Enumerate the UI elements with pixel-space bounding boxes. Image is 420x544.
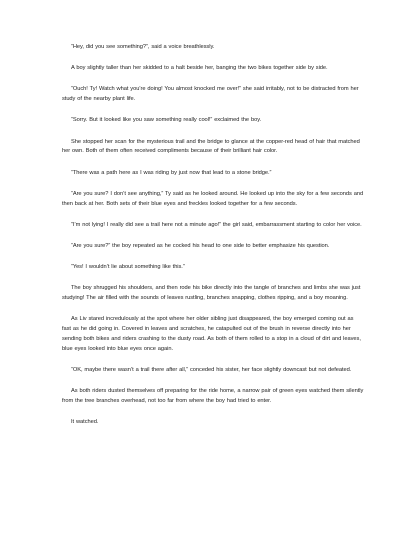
document-page <box>62 43 364 428</box>
paragraph: “Sorry. But it looked like you saw something really cool!” exclaimed the boy. <box>71 117 262 124</box>
paragraph: “Are you sure?” the boy repeated as he cocked his head to one side to better emphasize his question. <box>71 242 330 249</box>
paragraph: As Liv stared incredulously at the spot where her older sibling just disappeared, the boy emerged coming out as fast as he did going in. Covered in leaves and scratches, he catapulted out of the brush in reverse directly into her sending both bikes and riders crashing to the dusty road. As both of them rolled to a stop in a cloud of dirt and leaves, blue eyes looked into blue eyes once again. <box>62 316 361 352</box>
paragraph: “I’m not lying! I really did see a trail here not a minute ago!” the girl said, embarrassment starting to color her voice. <box>71 221 362 228</box>
paragraph: “Are you sure? I don’t see anything,” Ty said as he looked around. He looked up into the sky for a few seconds and then back at her. Both sets of their blue eyes and freckles looked together for a few seconds. <box>62 190 364 207</box>
paragraph: The boy shrugged his shoulders, and then rode his bike directly into the tangle of branches and limbs she was just studying! The air filled with the sounds of leaves rustling, branches snapping, clothes ripping, and a boy moaning. <box>62 285 361 302</box>
paragraph: “There was a path here as I was riding by just now that lead to a stone bridge.” <box>71 169 272 176</box>
paragraph: “Hey, did you see something?”, said a voice breathlessly. <box>71 44 215 50</box>
paragraph: “OK, maybe there wasn’t a trail there after all,” conceded his sister, her face slightly downcast but not defeated. <box>71 366 352 373</box>
paragraph: It watched. <box>71 419 99 425</box>
paragraph: A boy slightly taller than her skidded to a halt beside her, banging the two bikes together side by side. <box>71 65 328 72</box>
paragraph: As both riders dusted themselves off preparing for the ride home, a narrow pair of green eyes watched them silently from the tree branches overhead, not too far from where the boy had tried to enter. <box>62 388 364 404</box>
paragraph: “Ouch! Ty! Watch what you’re doing! You almost knocked me over!” she said irritably, not to be distracted from her study of the nearby plant life. <box>62 86 359 103</box>
paragraph: “Yes! I wouldn’t lie about something like this.” <box>71 264 185 271</box>
paragraph: She stopped her scan for the mysterious trail and the bridge to glance at the copper-red head of hair that matched her own. Both of them often received compliments because of their brilliant hair color. <box>62 138 360 155</box>
